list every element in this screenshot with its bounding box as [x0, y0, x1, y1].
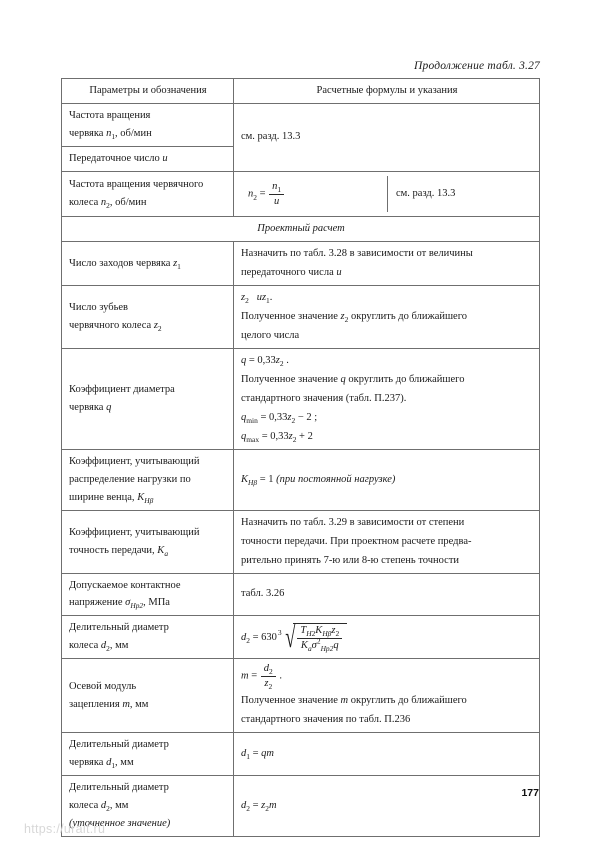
- table-row: [62, 775, 540, 836]
- row-label-wheel-teeth: [62, 286, 234, 349]
- label-line: червячного колеса $z_2$: [69, 320, 162, 334]
- calculation-parameters-table: [61, 78, 540, 837]
- row-value-pitch-diameter-wheel: [234, 616, 540, 659]
- table-row: [62, 286, 540, 349]
- row-value-axial-module: [234, 659, 540, 732]
- row-value-worm-threads: [234, 242, 540, 286]
- symbol-z: z: [340, 311, 345, 323]
- subscript: 2: [106, 803, 110, 813]
- label-line: Делительный диаметр: [69, 622, 169, 634]
- label-line: колеса $n_2$, об/мин: [69, 197, 147, 211]
- label-line: Коэффициент диаметра: [69, 383, 175, 395]
- denominator: u: [269, 194, 284, 208]
- table-header-row: [62, 79, 540, 104]
- text-line: точности передачи. При проектном расчете предва-: [241, 535, 472, 547]
- denominator: $z_2$: [261, 676, 276, 690]
- label-line: Число зубьев: [69, 302, 129, 314]
- row-label-contact-stress: [62, 573, 234, 616]
- radical-sign: √: [285, 620, 296, 654]
- symbol-u: u: [162, 152, 168, 164]
- row-value-pitch-diameter-wheel-refined: [234, 775, 540, 836]
- text-line: Полученное значение q округлить до ближайшего: [241, 373, 465, 385]
- table-row: [62, 449, 540, 510]
- symbol-q: q: [340, 373, 346, 385]
- text-line: Назначить по табл. 3.29 в зависимости от степени: [241, 516, 465, 528]
- watermark-url: https://urait.ru: [24, 822, 106, 836]
- text-line: передаточного числа u: [241, 267, 342, 279]
- page-number: 177: [521, 787, 539, 799]
- row-value-wheel-teeth: [234, 286, 540, 349]
- table-row: [62, 573, 540, 616]
- subscript: 1: [111, 132, 116, 141]
- table-row: [62, 103, 540, 146]
- root-index: 3: [277, 628, 282, 638]
- row-value-load-distribution: [234, 449, 540, 510]
- subscript: 2: [344, 315, 349, 325]
- row-value-worm-speed-ref: см. разд. 13.3: [234, 103, 540, 171]
- formula-note: (при постоянной нагрузке): [276, 473, 396, 485]
- row-label-gear-ratio: Передаточное число u: [62, 146, 234, 171]
- numerator: $d_2$: [263, 663, 273, 677]
- table-row: [62, 349, 540, 450]
- table-row: [62, 510, 540, 573]
- label-line: распределение нагрузки по: [69, 473, 191, 485]
- label-line: червяка q: [69, 401, 112, 413]
- text-line: Полученное значение m округлить до ближайшего: [241, 694, 467, 706]
- symbol-sigma: σ: [125, 597, 131, 609]
- row-label-worm-threads: Число заходов червяка $z_1$: [62, 242, 234, 286]
- label-line-refined-note: (уточненное значение): [69, 817, 171, 829]
- symbol-d: d: [100, 640, 107, 652]
- table-row: [62, 616, 540, 659]
- column-header-formulas: Расчетные формулы и указания: [234, 79, 540, 104]
- label-line: Допускаемое контактное: [69, 579, 181, 591]
- label-line: Осевой модуль: [69, 680, 137, 692]
- text-line: целого числа: [241, 330, 300, 342]
- formula-d1: $d_1$ = qm: [241, 747, 274, 761]
- label-line: Частота вращения: [69, 109, 151, 121]
- formula-d2-cube-root: $d_2 = 630$ 3 √ $\frac{T_{H2}K_{H\beta}z_2}{K_a\sigma^2_{Hp2}q}$: [241, 632, 347, 643]
- formula-expression: $n_2$ = $\frac{n_1}{u}$: [248, 181, 285, 208]
- subscript: Hp2: [130, 601, 144, 611]
- subscript: 2: [106, 644, 110, 654]
- text-line: стандартного значения (табл. П.237).: [241, 392, 407, 404]
- label-line: Частота вращения червячного: [69, 179, 204, 191]
- symbol-n: n: [106, 127, 112, 139]
- row-value-pitch-diameter-worm: [234, 732, 540, 775]
- note-wheel-speed: см. разд. 13.3: [396, 188, 456, 200]
- label-line: червяка $d_1$, мм: [69, 756, 134, 770]
- continuation-table-header: Продолжение табл. 3.27: [413, 60, 540, 72]
- table-row: [62, 659, 540, 732]
- numerator: $T_{H2}K_{H\beta}z_2$: [300, 625, 340, 639]
- row-label-wheel-speed: [62, 171, 234, 217]
- column-header-parameters: Параметры и обозначения: [62, 79, 234, 104]
- row-label-worm-speed: [62, 103, 234, 146]
- fraction: [269, 181, 284, 208]
- formula-q-min: $q_{min} = 0,33z_2 - 2$ ;: [241, 411, 318, 425]
- symbol-m: m: [340, 694, 349, 706]
- row-label-diameter-coefficient: [62, 349, 234, 450]
- denominator: $K_a\sigma^2_{Hp2}q$: [297, 638, 342, 652]
- label-line: колеса $d_2$, мм: [69, 640, 129, 654]
- symbol-K: K: [137, 491, 145, 503]
- formula-q-max: $q_{max} = 0,33z_2 + 2$: [241, 430, 313, 444]
- cube-root: [277, 620, 347, 654]
- label-line: колеса $d_2$, мм: [69, 799, 129, 813]
- formula-d2-refined: $d_2 = z_2m$: [241, 799, 277, 813]
- symbol-n: n: [100, 197, 107, 209]
- symbol-d: d: [100, 799, 107, 811]
- section-title: Проектный расчет: [62, 217, 540, 242]
- symbol-z: z: [173, 257, 178, 269]
- formula-q: $q = 0,33z_2$ .: [241, 355, 289, 369]
- subscript: a: [164, 548, 169, 558]
- row-label-accuracy-coefficient: [62, 510, 234, 573]
- radicand: [293, 623, 347, 652]
- numerator: $n_1$: [272, 180, 282, 194]
- row-label-pitch-diameter-worm: [62, 732, 234, 775]
- row-value-accuracy-coefficient: [234, 510, 540, 573]
- subscript: Hβ: [144, 495, 154, 505]
- row-label-pitch-diameter-wheel: [62, 616, 234, 659]
- text-line: Полученное значение $z_2$ округлить до ближайшего: [241, 311, 468, 325]
- text-line: Назначить по табл. 3.28 в зависимости от величины: [241, 248, 473, 260]
- label-line: точность передачи, $K_a$: [69, 544, 169, 558]
- row-label-axial-module: [62, 659, 234, 732]
- formula-wheel-teeth: $z_2$ $uz_1$.: [241, 292, 273, 306]
- symbol-m: m: [122, 698, 130, 710]
- subscript: 2: [157, 324, 162, 334]
- subscript: 1: [111, 760, 116, 770]
- label-line: зацепления m, мм: [69, 698, 149, 710]
- label-line: напряжение $\sigma_{Hp2}$, МПа: [69, 597, 170, 611]
- subscript: 2: [106, 201, 110, 211]
- section-title-row: [62, 217, 540, 242]
- symbol-u: u: [336, 267, 342, 279]
- table-row: [62, 171, 540, 217]
- symbol-d: d: [106, 756, 112, 768]
- label-line: Делительный диаметр: [69, 781, 169, 793]
- row-value-diameter-coefficient: [234, 349, 540, 450]
- formula-wheel-speed: [241, 176, 388, 213]
- fraction: [297, 625, 342, 652]
- label-line: ширине венца, $K_{H\beta}$: [69, 491, 154, 505]
- text-line: стандартного значения по табл. П.236: [241, 713, 411, 725]
- symbol-q: q: [106, 401, 112, 413]
- symbol-K: K: [157, 544, 165, 556]
- subscript: 1: [177, 261, 181, 271]
- label-line: Коэффициент, учитывающий: [69, 455, 200, 467]
- split-container: [241, 176, 533, 213]
- label-line: червяка $n_1$, об/мин: [69, 127, 152, 141]
- row-value-wheel-speed: [234, 171, 540, 217]
- table-row: [62, 242, 540, 286]
- formula-k-hbeta: $K_{H\beta} = 1$ (при постоянной нагрузке): [241, 473, 396, 487]
- fraction: [261, 663, 276, 690]
- text-line: рительно принять 7-ю или 8-ю степень точности: [241, 554, 460, 566]
- symbol-z: z: [153, 320, 158, 332]
- formula-m: m = $\frac{d_2}{z_2}$ .: [241, 663, 282, 692]
- table-row: [62, 732, 540, 775]
- label-line: Делительный диаметр: [69, 738, 169, 750]
- row-label-load-distribution: [62, 449, 234, 510]
- label-line: Коэффициент, учитывающий: [69, 526, 200, 538]
- row-value-contact-stress: табл. 3.26: [234, 573, 540, 616]
